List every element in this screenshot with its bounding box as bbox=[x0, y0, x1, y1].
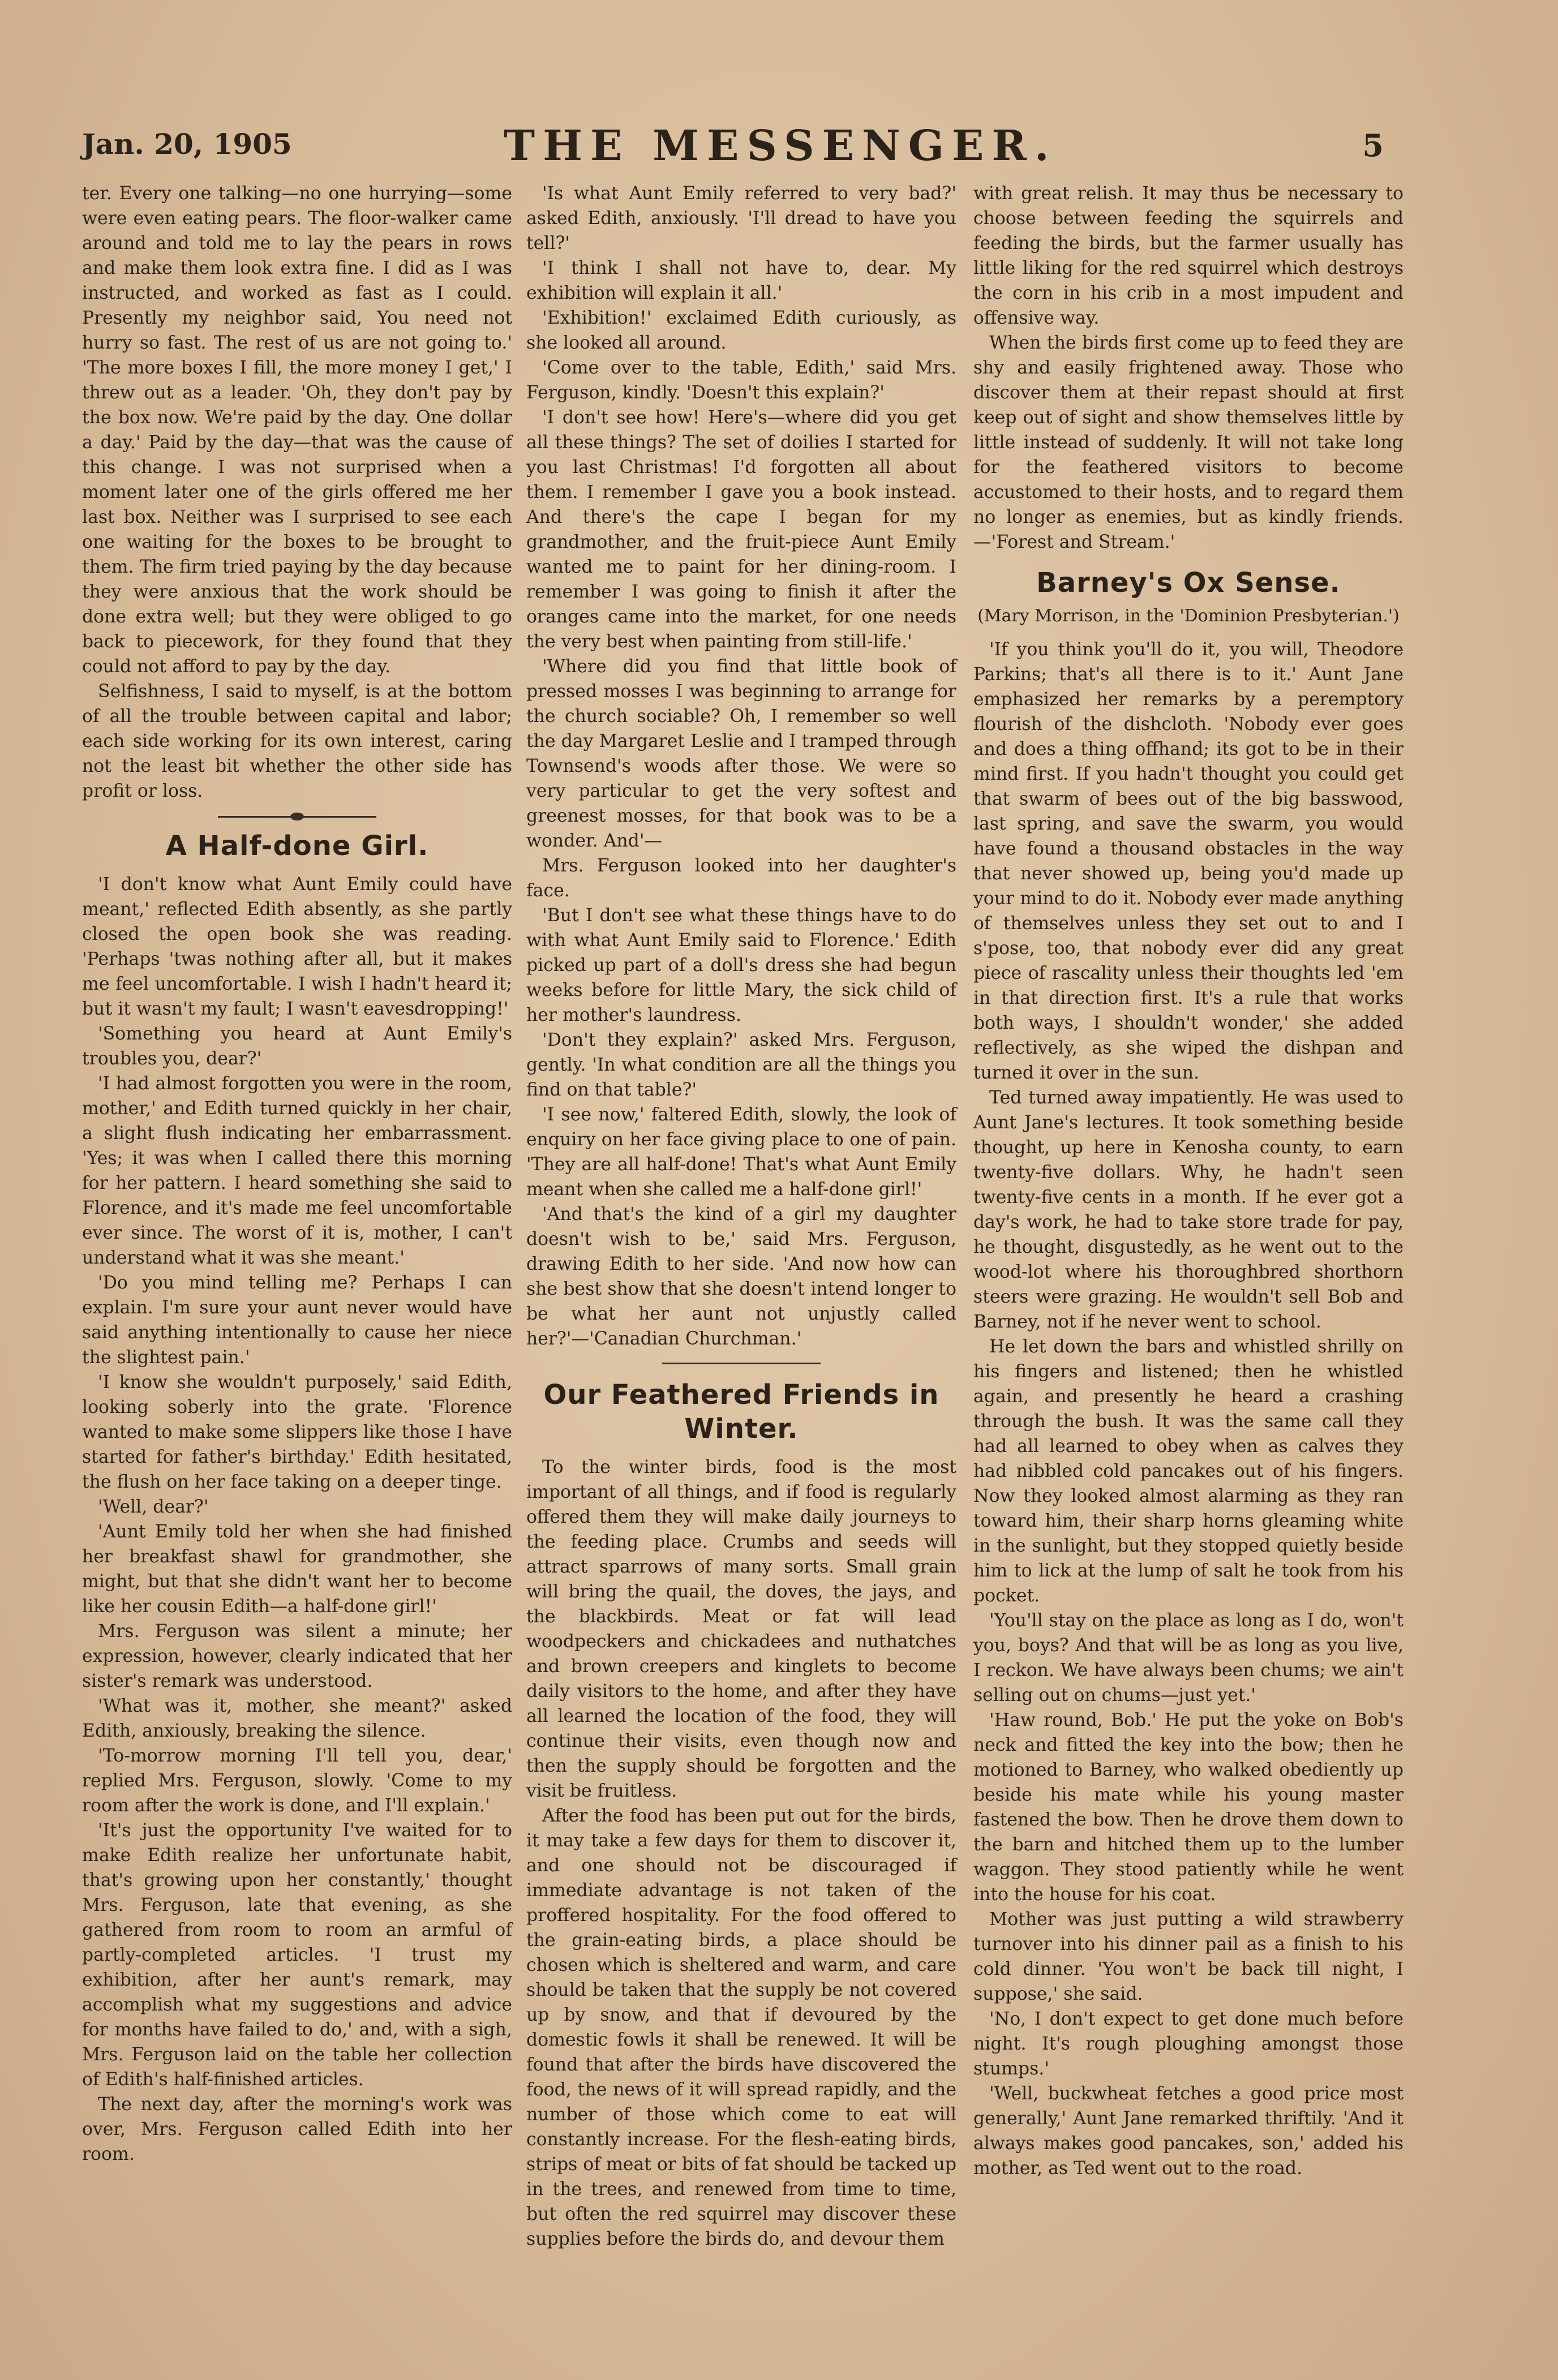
newspaper-title: THE MESSENGER. bbox=[504, 122, 1057, 170]
paragraph: 'Where did you find that little book of pressed mosses I was beginning to arrange for the church sociable? Oh, I remember so well the day Margaret Leslie and I tramped through Townsend's woods after those. We were so very particular to get the very softest and greenest mosses, for that book was to be a wonder. And'— bbox=[526, 656, 956, 851]
paragraph: 'Is what Aunt Emily referred to very bad?' asked Edith, anxiously. 'I'll dread to have you tell?' bbox=[526, 183, 956, 254]
issue-date: Jan. 20, 1905 bbox=[82, 127, 292, 161]
paragraph: 'I had almost forgotten you were in the room, mother,' and Edith turned quickly in her chair, a slight flush indicating her embarrassment. 'Yes; it was when I called there this morning for her pattern. I heard something she said to Florence, and it's made me feel uncomfortable ever since. The worst of it is, mother, I can't understand what it was she meant.' bbox=[82, 1073, 512, 1268]
article-byline: (Mary Morrison, in the 'Dominion Presbyterian.') bbox=[977, 606, 1400, 626]
paragraph: 'I know she wouldn't purposely,' said Edith, looking soberly into the grate. 'Florence wanted to make some slippers like those I have started for father's birthday.' Edith hesitated, the flush on her face taking on a deeper tinge. bbox=[82, 1372, 512, 1492]
paragraph: 'I don't see how! Here's—where did you get all these things? The set of doilies I started for you last Christmas! I'd forgotten all about them. I remember I gave you a book instead. And there's the cape I began for my grandmother, and the fruit-piece Aunt Emily wanted me to paint for her dining-room. I remember I was going to finish it after the oranges came into the market, for one needs the very best when painting from still-life.' bbox=[526, 407, 956, 652]
article-heading: A Half-done Girl. bbox=[165, 830, 429, 862]
paragraph: ter. Every one talking—no one hurrying—some were even eating pears. The floor-walker came around and told me to lay the pears in rows and make them look extra fine. I did as I was instructed, and worked as fast as I could. Presently my neighbor said, You need not hurry so fast. The rest of us are not going to.' 'The more boxes I fill, the more money I get,' I threw out as a leader. 'Oh, they don't pay by the box now. We're paid by the day. One dollar a day.' Paid by the day—that was the cause of this change. I was not surprised when a moment later one of the girls offered me her last box. Neither was I surprised to see each one waiting for the boxes to be brought to them. The firm tried paying by the day because they were anxious that the work should be done extra well; but they were obliged to go back to piecework, for they found that they could not afford to pay by the day. bbox=[82, 183, 512, 677]
paragraph: 'But I don't see what these things have to do with what Aunt Emily said to Florence.' Edith picked up part of a doll's dress she had begun weeks before for little Mary, the sick child of her mother's laundress. bbox=[526, 905, 956, 1025]
paragraph: 'Well, dear?' bbox=[98, 1497, 209, 1517]
article-heading: Barney's Ox Sense. bbox=[1036, 567, 1341, 599]
paragraph: After the food has been put out for the birds, it may take a few days for them to discover it, and one should not be discouraged if immediate advantage is not taken of the proffered hospitality. For the food offered to the grain-eating birds, a place should be chosen which is sheltered and warm, and care should be taken that the supply be not covered up by snow, and that if devoured by the domestic fowls it shall be renewed. It will be found that after the birds have discovered the food, the news of it will spread rapidly, and the number of those which come to eat will constantly increase. For the flesh-eating birds, strips of meat or bits of fat should be tacked up in the trees, and renewed from time to time, but often the red squirrel may discover these supplies before the birds do, and devour them bbox=[526, 1806, 956, 2249]
paragraph: 'I see now,' faltered Edith, slowly, the look of enquiry on her face giving place to one of pain. 'They are all half-done! That's what Aunt Emily meant when she called me a half-done girl!' bbox=[526, 1105, 956, 1200]
paragraph: To the winter birds, food is the most important of all things, and if food is regularly offered them they will make daily journeys to the feeding place. Crumbs and seeds will attract sparrows of many sorts. Small grain will bring the quail, the doves, the jays, and the blackbirds. Meat or fat will lead woodpeckers and chickadees and nuthatches and brown creepers and kinglets to become daily visitors to the home, and after they have all learned the location of the food, they will continue their visits, even though now and then the supply should be forgotten and the visit be fruitless. bbox=[526, 1457, 956, 1801]
column-3 bbox=[973, 181, 1404, 2181]
paragraph: 'Come over to the table, Edith,' said Mrs. Ferguson, kindly. 'Doesn't this explain?' bbox=[526, 358, 956, 403]
page-number: 5 bbox=[1362, 127, 1384, 164]
section-divider bbox=[218, 816, 376, 818]
paragraph: 'Exhibition!' exclaimed Edith curiously, as she looked all around. bbox=[526, 308, 956, 353]
paragraph: 'I think I shall not have to, dear. My exhibition will explain it all.' bbox=[526, 258, 956, 303]
paragraph: Selfishness, I said to myself, is at the bottom of all the trouble between capital and labor; each side working for its own interest, caring not the least bit whether the other side has profit or loss. bbox=[82, 681, 512, 801]
paragraph: Mrs. Ferguson was silent a minute; her expression, however, clearly indicated that her sister's remark was understood. bbox=[82, 1621, 512, 1691]
column-1 bbox=[82, 181, 512, 2167]
paragraph: 'It's just the opportunity I've waited for to make Edith realize her unfortunate habit, that's growing upon her constantly,' thought Mrs. Ferguson, late that evening, as she gathered from room to room an armful of partly-completed articles. 'I trust my exhibition, after her aunt's remark, may accomplish what my suggestions and advice for months have failed to do,' and, with a sigh, Mrs. Ferguson laid on the table her collection of Edith's half-finished articles. bbox=[82, 1820, 512, 2090]
paragraph: 'To-morrow morning I'll tell you, dear,' replied Mrs. Ferguson, slowly. 'Come to my room after the work is done, and I'll explain.' bbox=[82, 1746, 512, 1816]
paragraph: 'Aunt Emily told her when she had finished her breakfast shawl for grandmother, she might, but that she didn't want her to become like her cousin Edith—a half-done girl!' bbox=[82, 1522, 512, 1617]
paragraph: 'If you think you'll do it, you will, Theodore Parkins; that's all there is to it.' Aunt Jane emphasized her remarks by a peremptory flourish of the dishcloth. 'Nobody ever goes and does a thing offhand; its got to be in their mind first. If you hadn't thought you could get that swarm of bees out of the big basswood, last spring, and save the swarm, you would have found a thousand obstacles in the way that never showed up, being you'd made up your mind to do it. Nobody ever made anything of themselves unless they set out to and I s'pose, too, that nobody ever did any great piece of rascality unless their thoughts led 'em in that direction first. It's a rule that works both ways, I shouldn't wonder,' she added reflectively, as she wiped the dishpan and turned it over in the sun. bbox=[973, 639, 1404, 1083]
paragraph: with great relish. It may thus be necessary to choose between feeding the squirrels and feeding the birds, but the farmer usually has little liking for the red squirrel which destroys the corn in his crib in a most impudent and offensive way. bbox=[973, 183, 1404, 328]
paragraph: 'Haw round, Bob.' He put the yoke on Bob's neck and fitted the key into the bow; then he motioned to Barney, who walked obediently up beside his mate while his young master fastened the bow. Then he drove them down to the barn and hitched them up to the lumber waggon. They stood patiently while he went into the house for his coat. bbox=[973, 1710, 1404, 1905]
paragraph: 'No, I don't expect to get done much before night. It's rough ploughing amongst those stumps.' bbox=[973, 2009, 1404, 2079]
paragraph: 'You'll stay on the place as long as I do, won't you, boys? And that will be as long as you live, I reckon. We have always been chums; we ain't selling out on chums—just yet.' bbox=[973, 1610, 1404, 1705]
section-divider bbox=[662, 1363, 821, 1364]
paragraph: He let down the bars and whistled shrilly on his fingers and listened; then he whistled again, and presently he heard a crashing through the bush. It was the same call they had all learned to obey when as calves they had nibbled cold pancakes out of his fingers. Now they looked almost alarming as they ran toward him, their sharp horns gleaming white in the sunlight, but they stopped quietly beside him to lick at the lump of salt he took from his pocket. bbox=[973, 1337, 1404, 1606]
article-heading: Our Feathered Friends in Winter. bbox=[543, 1379, 939, 1445]
paragraph: Ted turned away impatiently. He was used to Aunt Jane's lectures. It took something beside thought, up here in Kenosha county, to earn twenty-five dollars. Why, he hadn't seen twenty-five cents in a month. If he ever got a day's work, he had to take store trade for pay, he thought, disgustedly, as he went out to the wood-lot where his thoroughbred shorthorn steers were grazing. He wouldn't sell Bob and Barney, not if he never went to school. bbox=[973, 1088, 1404, 1332]
paragraph: 'And that's the kind of a girl my daughter doesn't wish to be,' said Mrs. Ferguson, drawing Edith to her side. 'And now how can she best show that she doesn't intend longer to be what her aunt not unjustly called her?'—'Canadian Churchman.' bbox=[526, 1204, 956, 1349]
masthead bbox=[82, 122, 1384, 178]
paragraph: 'Do you mind telling me? Perhaps I can explain. I'm sure your aunt never would have said anything intentionally to cause her niece the slightest pain.' bbox=[82, 1273, 512, 1368]
paragraph: 'I don't know what Aunt Emily could have meant,' reflected Edith absently, as she partly closed the open book she was reading. 'Perhaps 'twas nothing after all, but it makes me feel uncomfortable. I wish I hadn't heard it; but it wasn't my fault; I wasn't eavesdropping!' bbox=[82, 874, 512, 1019]
paragraph: The next day, after the morning's work was over, Mrs. Ferguson called Edith into her room. bbox=[82, 2094, 512, 2164]
paragraph: Mother was just putting a wild strawberry turnover into his dinner pail as a finish to his cold dinner. 'You won't be back till night, I suppose,' she said. bbox=[973, 1909, 1404, 2004]
paragraph: 'Something you heard at Aunt Emily's troubles you, dear?' bbox=[82, 1024, 512, 1069]
column-2 bbox=[526, 181, 956, 2252]
paragraph: 'Well, buckwheat fetches a good price most generally,' Aunt Jane remarked thriftily. 'And it always makes good pancakes, son,' added his mother, as Ted went out to the road. bbox=[973, 2083, 1404, 2179]
paragraph: 'What was it, mother, she meant?' asked Edith, anxiously, breaking the silence. bbox=[82, 1696, 512, 1741]
paragraph: Mrs. Ferguson looked into her daughter's face. bbox=[526, 856, 956, 901]
paragraph: When the birds first come up to feed they are shy and easily frightened away. Those who discover them at their repast should at first keep out of sight and show themselves little by little instead of suddenly. It will not take long for the feathered visitors to become accustomed to their hosts, and to regard them no longer as enemies, but as kindly friends.—'Forest and Stream.' bbox=[973, 333, 1404, 552]
paragraph: 'Don't they explain?' asked Mrs. Ferguson, gently. 'In what condition are all the things you find on that table?' bbox=[526, 1030, 956, 1100]
